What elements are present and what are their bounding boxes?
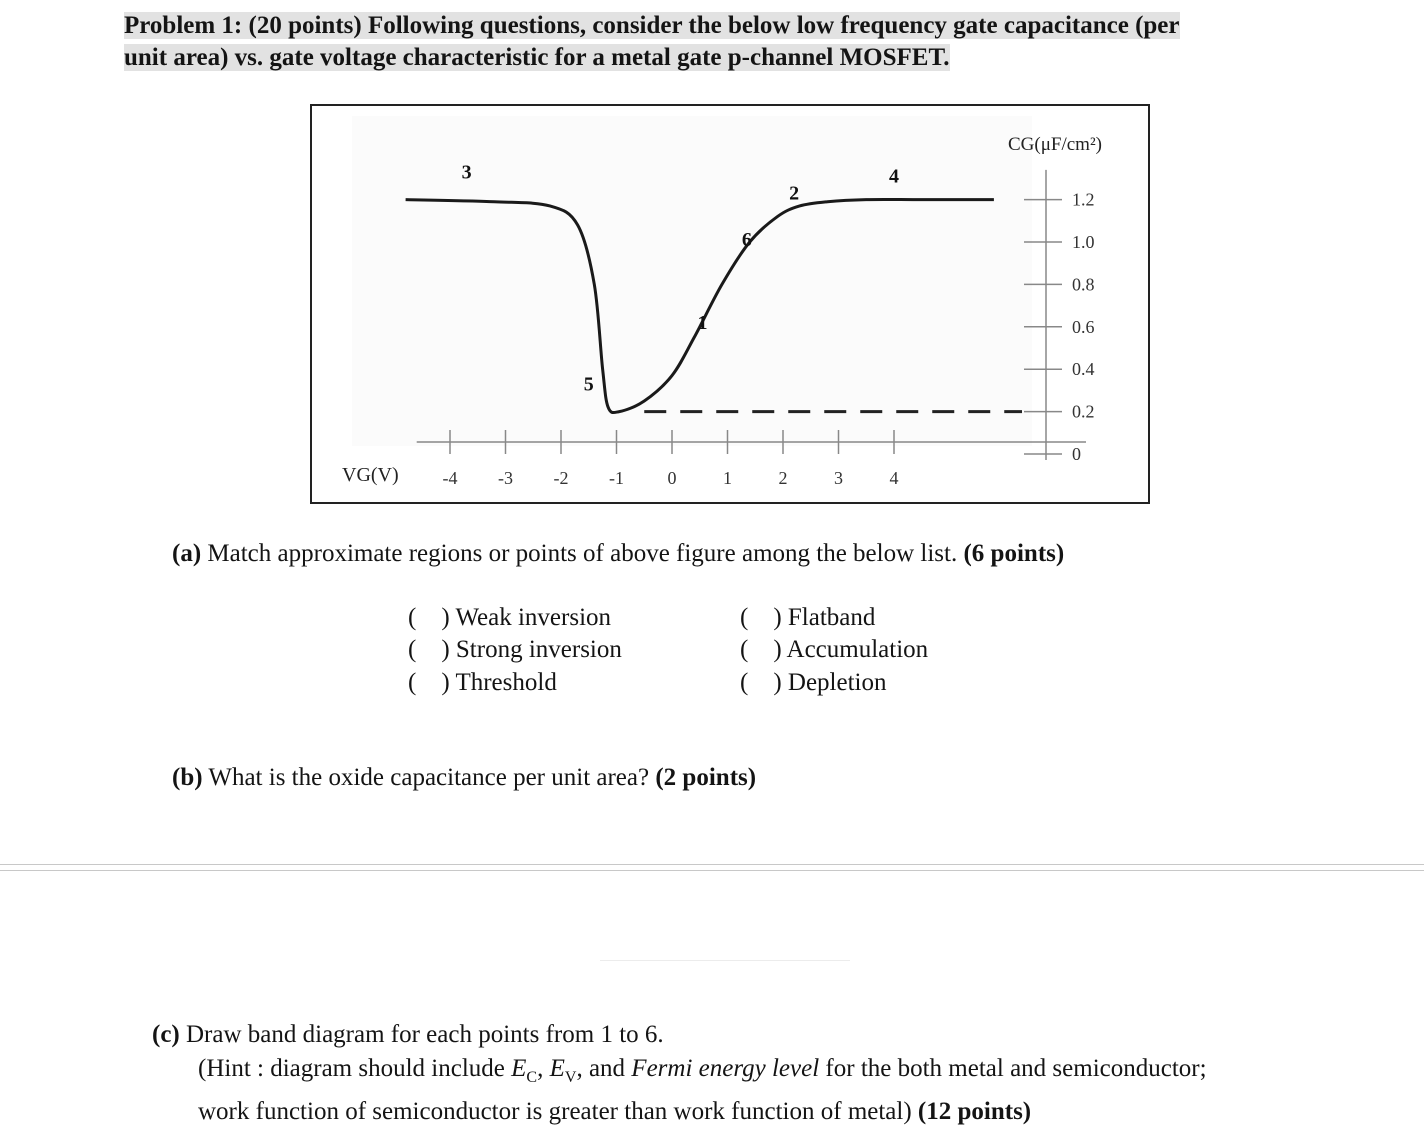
y-tick-label: 0.2 [1072, 401, 1095, 422]
x-tick-label: 2 [778, 468, 788, 488]
x-tick-label: -2 [553, 468, 569, 488]
problem-title-line1: Problem 1: (20 points) Following questions, consider the below low frequency gate capacitance (per [124, 12, 1180, 39]
question-c-and: , and [576, 1055, 632, 1082]
faint-rule [600, 960, 850, 961]
plot-background [352, 116, 1032, 446]
x-tick-label: 4 [889, 468, 899, 488]
question-c-ev: E [549, 1055, 565, 1082]
problem-title [124, 10, 1308, 74]
point-label-1: 1 [697, 311, 708, 334]
page-divider [0, 864, 1424, 865]
question-a-label: (a) [172, 540, 202, 567]
question-a [172, 538, 1064, 570]
question-c-hint-pre: (Hint : diagram should include [198, 1055, 512, 1082]
option-threshold: ( ) Threshold [408, 669, 557, 696]
x-tick-label: -3 [498, 468, 513, 488]
question-c [152, 1018, 1402, 1129]
question-c-comma: , [537, 1055, 550, 1082]
question-c-fermi: Fermi energy level [631, 1055, 820, 1082]
option-depletion: ( ) Depletion [740, 669, 887, 696]
question-c-ec: E [511, 1055, 527, 1082]
y-tick-label: 1.0 [1072, 232, 1095, 252]
y-tick-label: 0 [1072, 444, 1081, 464]
question-b-label: (b) [172, 764, 203, 791]
option-flatband: ( ) Flatband [740, 604, 876, 631]
question-a-points: (6 points) [963, 540, 1065, 567]
cv-chart [312, 106, 1148, 502]
point-label-2: 2 [789, 182, 800, 205]
question-c-line1: Draw band diagram for each points from 1 to 6. [179, 1021, 664, 1048]
y-axis-label: CG(μF/cm²) [1008, 134, 1102, 155]
option-accumulation: ( ) Accumulation [740, 636, 929, 663]
question-c-label: (c) [152, 1021, 180, 1048]
cv-figure [310, 104, 1150, 504]
option-strong-inversion: ( ) Strong inversion [408, 636, 622, 663]
question-b [172, 762, 756, 794]
point-label-5: 5 [583, 373, 594, 396]
x-tick-label: -1 [609, 468, 624, 488]
y-tick-label: 0.8 [1072, 274, 1095, 295]
x-axis-label: VG(V) [342, 464, 399, 486]
question-b-text: What is the oxide capacitance per unit area? [202, 764, 656, 791]
option-weak-inversion: ( ) Weak inversion [408, 604, 612, 631]
question-c-ev-sub: V [564, 1069, 577, 1086]
page-divider-2 [0, 870, 1424, 871]
x-tick-label: 0 [667, 468, 677, 488]
x-tick-label: -4 [442, 468, 458, 488]
problem-title-line2: unit area) vs. gate voltage characteristic for a metal gate p-channel MOSFET. [124, 44, 950, 71]
question-a-text: Match approximate regions or points of above figure among the below list. [201, 540, 964, 567]
point-label-4: 4 [889, 165, 899, 188]
question-c-hint-post: for the both metal and semiconductor; [819, 1055, 1207, 1082]
question-c-ec-sub: C [526, 1069, 538, 1086]
y-tick-label: 0.4 [1072, 359, 1095, 380]
point-label-6: 6 [741, 229, 752, 252]
question-c-points: (12 points) [917, 1098, 1032, 1125]
question-c-line3: work function of semiconductor is greater than work function of metal) [198, 1098, 918, 1125]
x-tick-label: 3 [834, 468, 843, 488]
point-label-3: 3 [461, 161, 472, 184]
question-b-points: (2 points) [655, 764, 757, 791]
x-tick-label: 1 [723, 468, 732, 488]
y-tick-label: 1.2 [1072, 189, 1095, 210]
y-tick-label: 0.6 [1072, 316, 1095, 337]
